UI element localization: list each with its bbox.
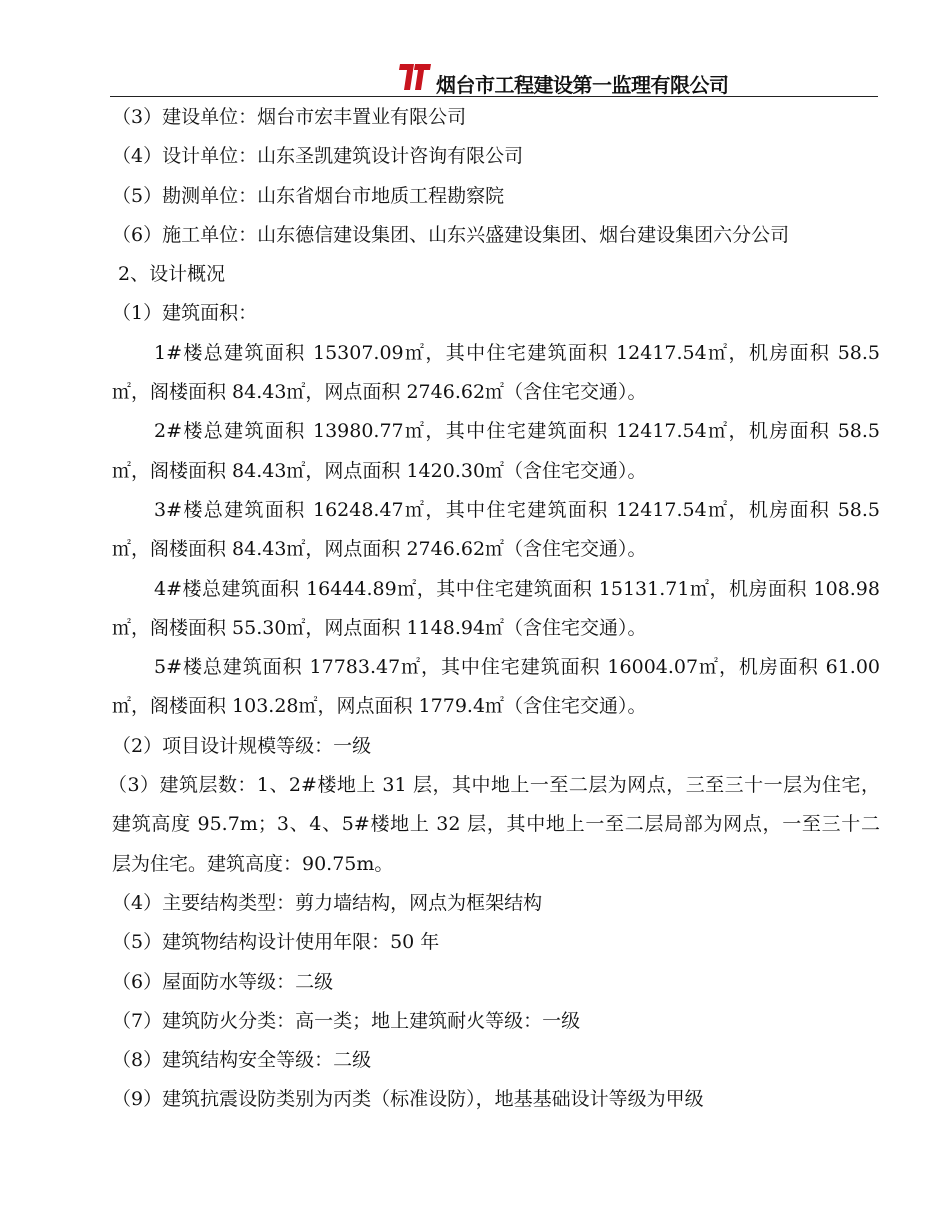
design-scale-grade-line: （2）项目设计规模等级：一级 (112, 734, 372, 757)
floors-line1: （3）建筑层数：1、2#楼地上 31 层，其中地上一至二层为网点，三至三十一层为住宅， (108, 774, 880, 797)
building-3-area-line1: 3#楼总建筑面积 16248.47㎡，其中住宅建筑面积 12417.54㎡，机房面积 58.5 (154, 498, 880, 521)
design-unit-line: （4）设计单位：山东圣凯建筑设计咨询有限公司 (112, 145, 524, 168)
structure-type-line: （4）主要结构类型：剪力墙结构，网点为框架结构 (112, 891, 543, 914)
building-4-area-line1: 4#楼总建筑面积 16444.89㎡，其中住宅建筑面积 15131.71㎡，机房面积 108.98 (154, 577, 880, 600)
structural-safety-grade-line: （8）建筑结构安全等级：二级 (112, 1049, 372, 1072)
building-4-area-line2: ㎡，阁楼面积 55.30㎡，网点面积 1148.94㎡（含住宅交通）。 (112, 616, 647, 639)
building-area-heading: （1）建筑面积： (112, 302, 258, 325)
document-body (108, 98, 880, 1120)
page-header (110, 58, 878, 97)
seismic-category-line: （9）建筑抗震设防类别为丙类（标准设防），地基基础设计等级为甲级 (112, 1088, 704, 1111)
building-1-area-line1: 1#楼总建筑面积 15307.09㎡，其中住宅建筑面积 12417.54㎡，机房面积 58.5 (154, 341, 880, 364)
floors-line3: 层为住宅。建筑高度：90.75m。 (112, 852, 394, 875)
building-5-area-line1: 5#楼总建筑面积 17783.47㎡，其中住宅建筑面积 16004.07㎡，机房面积 61.00 (154, 656, 880, 679)
design-service-life-line: （5）建筑物结构设计使用年限：50 年 (112, 931, 440, 954)
fire-classification-line: （7）建筑防火分类：高一类；地上建筑耐火等级：一级 (112, 1009, 581, 1032)
company-name: 烟台市工程建设第一监理有限公司 (436, 73, 729, 97)
building-5-area-line2: ㎡，阁楼面积 103.28㎡，网点面积 1779.4㎡（含住宅交通）。 (112, 695, 647, 718)
building-2-area-line1: 2#楼总建筑面积 13980.77㎡，其中住宅建筑面积 12417.54㎡，机房面积 58.5 (154, 420, 880, 443)
building-3-area-line2: ㎡，阁楼面积 84.43㎡，网点面积 2746.62㎡（含住宅交通）。 (112, 538, 647, 561)
construction-unit-line: （3）建设单位：烟台市宏丰置业有限公司 (112, 106, 467, 128)
building-2-area-line2: ㎡，阁楼面积 84.43㎡，网点面积 1420.30㎡（含住宅交通）。 (112, 459, 647, 482)
roof-waterproof-grade-line: （6）屋面防水等级：二级 (112, 970, 334, 993)
building-1-area-line2: ㎡，阁楼面积 84.43㎡，网点面积 2746.62㎡（含住宅交通）。 (112, 381, 647, 404)
floors-line2: 建筑高度 95.7m；3、4、5#楼地上 32 层，其中地上一至二层局部为网点，一至三十二 (112, 813, 880, 836)
contractor-line: （6）施工单位：山东德信建设集团、山东兴盛建设集团、烟台建设集团六分公司 (112, 223, 790, 246)
company-logo-icon (398, 62, 432, 92)
survey-unit-line: （5）勘测单位：山东省烟台市地质工程勘察院 (112, 184, 505, 207)
section-heading-design-overview: 2、设计概况 (112, 263, 226, 286)
